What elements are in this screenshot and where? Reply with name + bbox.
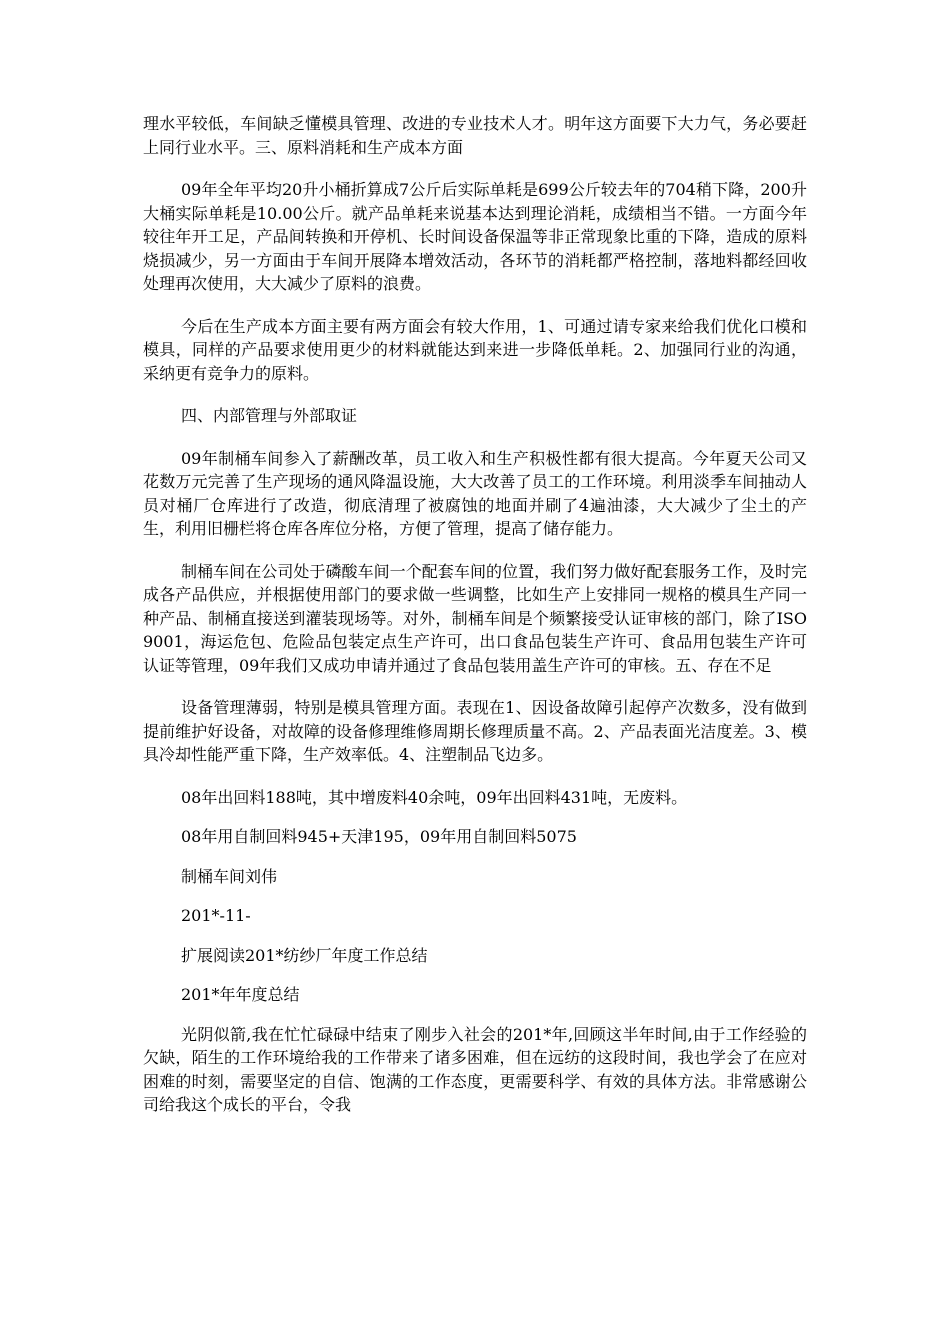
paragraph-8: 08年出回料188吨，其中增废料40余吨，09年出回料431吨，无废料。 [181, 787, 688, 807]
paragraph-9: 08年用自制回料945+天津195，09年用自制回料5075 [181, 827, 577, 846]
paragraph-7: 设备管理薄弱，特别是模具管理方面。表现在1、因设备故障引起停产次数多，没有做到提前维护好设备，对故障的设备修理维修周期长修理质量不高。2、产品表面光洁度差。3、模具冷却性能严重下降，生产效率低。4、注塑制品飞边多。 [143, 698, 807, 764]
document-page [143, 112, 807, 1136]
section-heading-internal-management: 四、内部管理与外部取证 [181, 406, 358, 425]
paragraph-1: 理水平较低，车间缺乏懂模具管理、改进的专业技术人才。明年这方面要下大力气，务必要赶上同行业水平。三、原料消耗和生产成本方面 [143, 114, 807, 157]
paragraph-2: 09年全年平均20升小桶折算成7公斤后实际单耗是699公斤较去年的704稍下降，200升大桶实际单耗是10.00公斤。就产品单耗来说基本达到理论消耗，成绩相当不错。一方面今年较往年开工足，产品间转换和开停机、长时间设备保温等非正常现象比重的下降，造成的原料烧损减少，另一方面由于车间开展降本增效活动，各环节的消耗都严格控制，落地料都经回收处理再次使用，大大减少了原料的浪费。 [143, 180, 807, 293]
extended-reading-title: 扩展阅读201*纺纱厂年度工作总结 [181, 945, 428, 965]
author-signature: 制桶车间刘伟 [181, 866, 278, 886]
date-line: 201*-11- [181, 906, 251, 925]
paragraph-3: 今后在生产成本方面主要有两方面会有较大作用，1、可通过请专家来给我们优化口模和模具，同样的产品要求使用更少的材料就能达到来进一步降低单耗。2、加强同行业的沟通，采纳更有竞争力的原料。 [143, 316, 807, 383]
paragraph-6: 制桶车间在公司处于磷酸车间一个配套车间的位置，我们努力做好配套服务工作，及时完成各产品供应，并根据使用部门的要求做一些调整，比如生产上安排同一规格的模具生产同一种产品、制桶直接送到灌装现场等。对外，制桶车间是个频繁接受认证审核的部门，除了ISO9001，海运危包、危险品包装定点生产许可，出口食品包装生产许可、食品用包装生产许可认证等管理，09年我们又成功申请并通过了食品包装用盖生产许可的审核。五、存在不足 [143, 561, 807, 675]
paragraph-14: 光阴似箭,我在忙忙碌碌中结束了刚步入社会的201*年,回顾这半年时间,由于工作经验的欠缺，陌生的工作环境给我的工作带来了诸多困难，但在远纺的这段时间，我也学会了在应对困难的时刻，需要坚定的自信、饱满的工作态度，更需要科学、有效的具体方法。非常感谢公司给我这个成长的平台，令我 [143, 1024, 807, 1114]
annual-summary-title: 201*年年度总结 [181, 985, 300, 1004]
paragraph-5: 09年制桶车间参入了薪酬改革，员工收入和生产积极性都有很大提高。今年夏天公司又花数万元完善了生产现场的通风降温设施，大大改善了员工的工作环境。利用淡季车间抽动人员对桶厂仓库进行了改造，彻底清理了被腐蚀的地面并刷了4遍油漆，大大减少了尘土的产生，利用旧栅栏将仓库各库位分格，方便了管理，提高了储存能力。 [143, 448, 807, 538]
